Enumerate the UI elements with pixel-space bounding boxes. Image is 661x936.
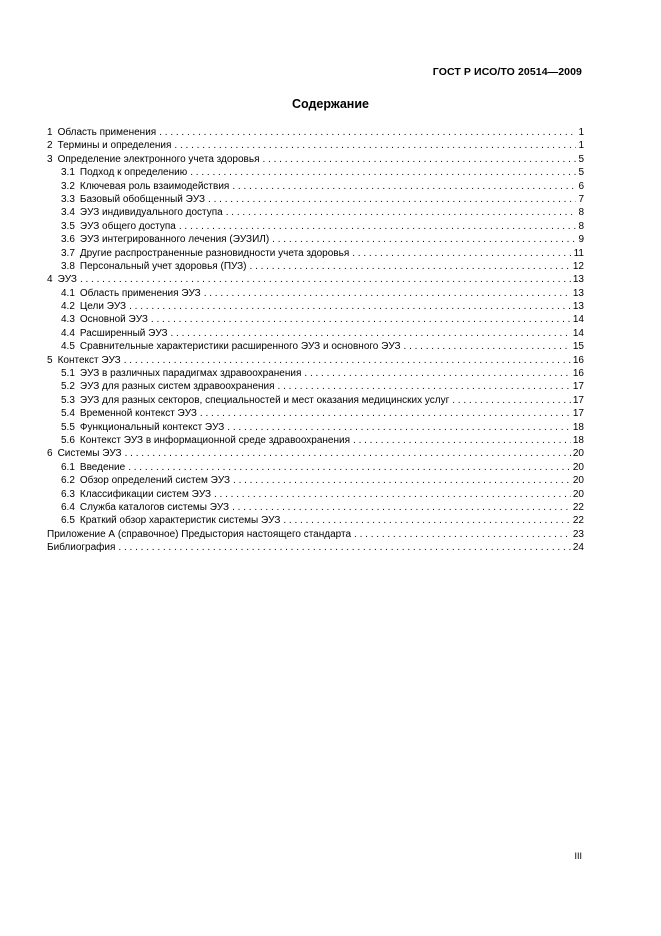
dot-leader bbox=[214, 488, 571, 501]
toc-entry-number: 6.1 bbox=[61, 461, 75, 473]
toc-entry-title: Основной ЭУЗ bbox=[79, 314, 148, 326]
toc-entry-page: 15 bbox=[572, 341, 584, 353]
toc-entry-page: 18 bbox=[572, 421, 584, 433]
toc-entry[interactable] bbox=[47, 206, 584, 219]
toc-entry[interactable] bbox=[47, 340, 584, 353]
toc-entry-title: Расширенный ЭУЗ bbox=[79, 327, 168, 339]
toc-entry-page: 5 bbox=[578, 167, 584, 179]
dot-leader bbox=[354, 528, 571, 541]
toc-entry-title: Контекст ЭУЗ в информационной среде здравоохранения bbox=[79, 434, 351, 446]
toc-entry[interactable] bbox=[47, 193, 584, 206]
toc-entry-title: ЭУЗ для разных секторов, специальностей и мест оказания медицинских услуг bbox=[79, 394, 450, 406]
toc-entry-number: 3.7 bbox=[61, 247, 75, 259]
toc-entry[interactable] bbox=[47, 447, 584, 460]
toc-entry-page: 16 bbox=[572, 354, 584, 366]
toc-entry-page: 22 bbox=[572, 501, 584, 513]
toc-entry[interactable] bbox=[47, 287, 584, 300]
toc-entry[interactable] bbox=[47, 220, 584, 233]
toc-entry-page: 12 bbox=[572, 260, 584, 272]
toc-entry-number: 3.6 bbox=[61, 234, 75, 246]
toc-entry-number: 6.2 bbox=[61, 475, 75, 487]
toc-entry[interactable] bbox=[47, 327, 584, 340]
toc-entry-page: 20 bbox=[572, 488, 584, 500]
dot-leader bbox=[124, 354, 571, 367]
toc-entry-number: 5 bbox=[47, 354, 53, 366]
dot-leader bbox=[404, 340, 571, 353]
toc-entry-page: 14 bbox=[572, 327, 584, 339]
toc-entry-page: 20 bbox=[572, 448, 584, 460]
toc-entry-page: 20 bbox=[572, 475, 584, 487]
toc-entry-page: 17 bbox=[572, 381, 584, 393]
toc-entry[interactable] bbox=[47, 461, 584, 474]
toc-entry[interactable] bbox=[47, 394, 584, 407]
toc-entry-title: Цели ЭУЗ bbox=[79, 301, 127, 313]
toc-entry[interactable] bbox=[47, 434, 584, 447]
toc-entry-page: 1 bbox=[578, 140, 584, 152]
toc-entry-title: Обзор определений систем ЭУЗ bbox=[79, 475, 231, 487]
page-number: III bbox=[574, 851, 582, 861]
standard-id-header: ГОСТ Р ИСО/ТО 20514—2009 bbox=[432, 66, 582, 78]
toc-entry-title: ЭУЗ индивидуального доступа bbox=[79, 207, 223, 219]
toc-entry-page: 16 bbox=[572, 368, 584, 380]
dot-leader bbox=[151, 313, 571, 326]
dot-leader bbox=[452, 394, 571, 407]
toc-entry[interactable] bbox=[47, 514, 584, 527]
toc-entry[interactable] bbox=[47, 233, 584, 246]
toc-entry-title: Область применения bbox=[57, 127, 157, 138]
toc-entry-title: ЭУЗ bbox=[57, 274, 77, 286]
toc-entry-title: Приложение А (справочное) Предыстория настоящего стандарта bbox=[47, 528, 352, 540]
dot-leader bbox=[262, 153, 576, 166]
toc-title: Содержание bbox=[291, 97, 369, 111]
dot-leader bbox=[226, 206, 577, 219]
toc-entry-page: 17 bbox=[572, 408, 584, 420]
toc-entry-page: 6 bbox=[578, 180, 584, 192]
dot-leader bbox=[125, 447, 571, 460]
toc-entry-title: ЭУЗ для разных систем здравоохранения bbox=[79, 381, 275, 393]
toc-entry-title: ЭУЗ общего доступа bbox=[79, 220, 176, 232]
toc-entry-title: Сравнительные характеристики расширенного ЭУЗ и основного ЭУЗ bbox=[79, 341, 401, 353]
toc-entry-number: 5.4 bbox=[61, 408, 75, 420]
toc-entry-page: 22 bbox=[572, 515, 584, 527]
toc-entry[interactable] bbox=[47, 367, 584, 380]
dot-leader bbox=[232, 180, 576, 193]
toc-entry-page: 1 bbox=[578, 127, 584, 138]
toc-entry-page: 8 bbox=[578, 220, 584, 232]
toc-entry-page: 13 bbox=[572, 287, 584, 299]
toc-entry[interactable] bbox=[47, 501, 584, 514]
toc-entry-number: 5.1 bbox=[61, 368, 75, 380]
dot-leader bbox=[250, 260, 571, 273]
dot-leader bbox=[179, 220, 577, 233]
dot-leader bbox=[208, 193, 576, 206]
dot-leader bbox=[200, 407, 571, 420]
toc-entry-number: 4.5 bbox=[61, 341, 75, 353]
toc-entry[interactable] bbox=[47, 421, 584, 434]
toc-entry-number: 4 bbox=[47, 274, 53, 286]
toc-entry-title: Персональный учет здоровья (ПУЗ) bbox=[79, 260, 247, 272]
toc-entry-number: 4.4 bbox=[61, 327, 75, 339]
dot-leader bbox=[232, 501, 571, 514]
toc-entry-page: 23 bbox=[572, 528, 584, 540]
dot-leader bbox=[352, 247, 571, 260]
toc-entry-page: 14 bbox=[572, 314, 584, 326]
toc-entry-title: Служба каталогов системы ЭУЗ bbox=[79, 501, 230, 513]
dot-leader bbox=[128, 461, 571, 474]
dot-leader bbox=[233, 474, 571, 487]
toc-entry[interactable] bbox=[47, 247, 584, 260]
toc-entry-title: ЭУЗ в различных парадигмах здравоохранения bbox=[79, 368, 302, 380]
toc-entry-page: 8 bbox=[578, 207, 584, 219]
toc-entry-number: 5.3 bbox=[61, 394, 75, 406]
toc-entry-title: ЭУЗ интегрированного лечения (ЭУЗИЛ) bbox=[79, 234, 270, 246]
toc-entry-title: Введение bbox=[79, 461, 126, 473]
dot-leader bbox=[304, 367, 570, 380]
toc-entry[interactable] bbox=[47, 474, 584, 487]
dot-leader bbox=[174, 139, 576, 152]
toc-entry-title: Временной контекст ЭУЗ bbox=[79, 408, 197, 420]
toc-entry-title: Определение электронного учета здоровья bbox=[57, 153, 260, 165]
toc-entry[interactable] bbox=[47, 313, 584, 326]
dot-leader bbox=[353, 434, 571, 447]
toc-entry-title: Термины и определения bbox=[57, 140, 172, 152]
toc-entry[interactable] bbox=[47, 139, 584, 152]
toc-entry-number: 6.5 bbox=[61, 515, 75, 527]
toc-entry-page: 9 bbox=[578, 234, 584, 246]
toc-entry[interactable] bbox=[47, 273, 584, 286]
table-of-contents bbox=[47, 126, 584, 555]
toc-entry[interactable] bbox=[47, 541, 584, 554]
dot-leader bbox=[118, 541, 570, 554]
toc-entry-number: 3 bbox=[47, 153, 53, 165]
dot-leader bbox=[278, 380, 571, 393]
toc-entry-number: 3.8 bbox=[61, 260, 75, 272]
toc-entry-number: 3.1 bbox=[61, 167, 75, 179]
toc-entry-title: Подход к определению bbox=[79, 167, 188, 179]
toc-entry-title: Системы ЭУЗ bbox=[57, 448, 122, 460]
toc-entry-number: 6.4 bbox=[61, 501, 75, 513]
toc-entry[interactable] bbox=[47, 153, 584, 166]
toc-entry-number: 1 bbox=[47, 127, 53, 138]
toc-entry-title: Библиография bbox=[47, 542, 116, 554]
toc-entry-number: 6 bbox=[47, 448, 53, 460]
toc-entry-page: 7 bbox=[578, 193, 584, 205]
dot-leader bbox=[129, 300, 571, 313]
toc-entry-number: 3.4 bbox=[61, 207, 75, 219]
dot-leader bbox=[272, 233, 576, 246]
toc-entry-title: Другие распространенные разновидности учета здоровья bbox=[79, 247, 350, 259]
toc-entry-number: 2 bbox=[47, 140, 53, 152]
toc-entry-page: 11 bbox=[573, 247, 584, 259]
toc-entry[interactable] bbox=[47, 300, 584, 313]
toc-entry-title: Область применения ЭУЗ bbox=[79, 287, 201, 299]
toc-entry-number: 4.3 bbox=[61, 314, 75, 326]
toc-entry[interactable] bbox=[47, 407, 584, 420]
toc-entry[interactable] bbox=[47, 380, 584, 393]
dot-leader bbox=[171, 327, 571, 340]
toc-entry-page: 13 bbox=[572, 274, 584, 286]
dot-leader bbox=[227, 421, 571, 434]
toc-entry[interactable] bbox=[47, 528, 584, 541]
dot-leader bbox=[204, 287, 571, 300]
dot-leader bbox=[80, 273, 571, 286]
dot-leader bbox=[159, 126, 576, 139]
toc-entry-title: Ключевая роль взаимодействия bbox=[79, 180, 230, 192]
toc-entry-number: 3.2 bbox=[61, 180, 75, 192]
toc-entry[interactable] bbox=[47, 126, 584, 139]
toc-entry-number: 5.2 bbox=[61, 381, 75, 393]
toc-entry-number: 5.5 bbox=[61, 421, 75, 433]
dot-leader bbox=[283, 514, 571, 527]
toc-entry-title: Базовый обобщенный ЭУЗ bbox=[79, 193, 206, 205]
toc-entry[interactable] bbox=[47, 354, 584, 367]
toc-entry-title: Краткий обзор характеристик системы ЭУЗ bbox=[79, 515, 281, 527]
toc-entry[interactable] bbox=[47, 488, 584, 501]
toc-entry-page: 13 bbox=[572, 301, 584, 313]
toc-entry-number: 3.3 bbox=[61, 193, 75, 205]
toc-entry-page: 5 bbox=[578, 153, 584, 165]
toc-entry-page: 24 bbox=[572, 542, 584, 554]
toc-entry-title: Контекст ЭУЗ bbox=[57, 354, 121, 366]
toc-entry-title: Классификации систем ЭУЗ bbox=[79, 488, 211, 500]
toc-entry-number: 6.3 bbox=[61, 488, 75, 500]
toc-entry-title: Функциональный контекст ЭУЗ bbox=[79, 421, 225, 433]
toc-entry-page: 18 bbox=[572, 434, 584, 446]
toc-entry-page: 17 bbox=[572, 394, 584, 406]
toc-entry-number: 3.5 bbox=[61, 220, 75, 232]
toc-entry-page: 20 bbox=[572, 461, 584, 473]
toc-entry-number: 5.6 bbox=[61, 434, 75, 446]
toc-entry[interactable] bbox=[47, 166, 584, 179]
toc-entry[interactable] bbox=[47, 180, 584, 193]
toc-entry[interactable] bbox=[47, 260, 584, 273]
toc-entry-number: 4.1 bbox=[61, 287, 75, 299]
toc-entry-number: 4.2 bbox=[61, 301, 75, 313]
dot-leader bbox=[190, 166, 576, 179]
